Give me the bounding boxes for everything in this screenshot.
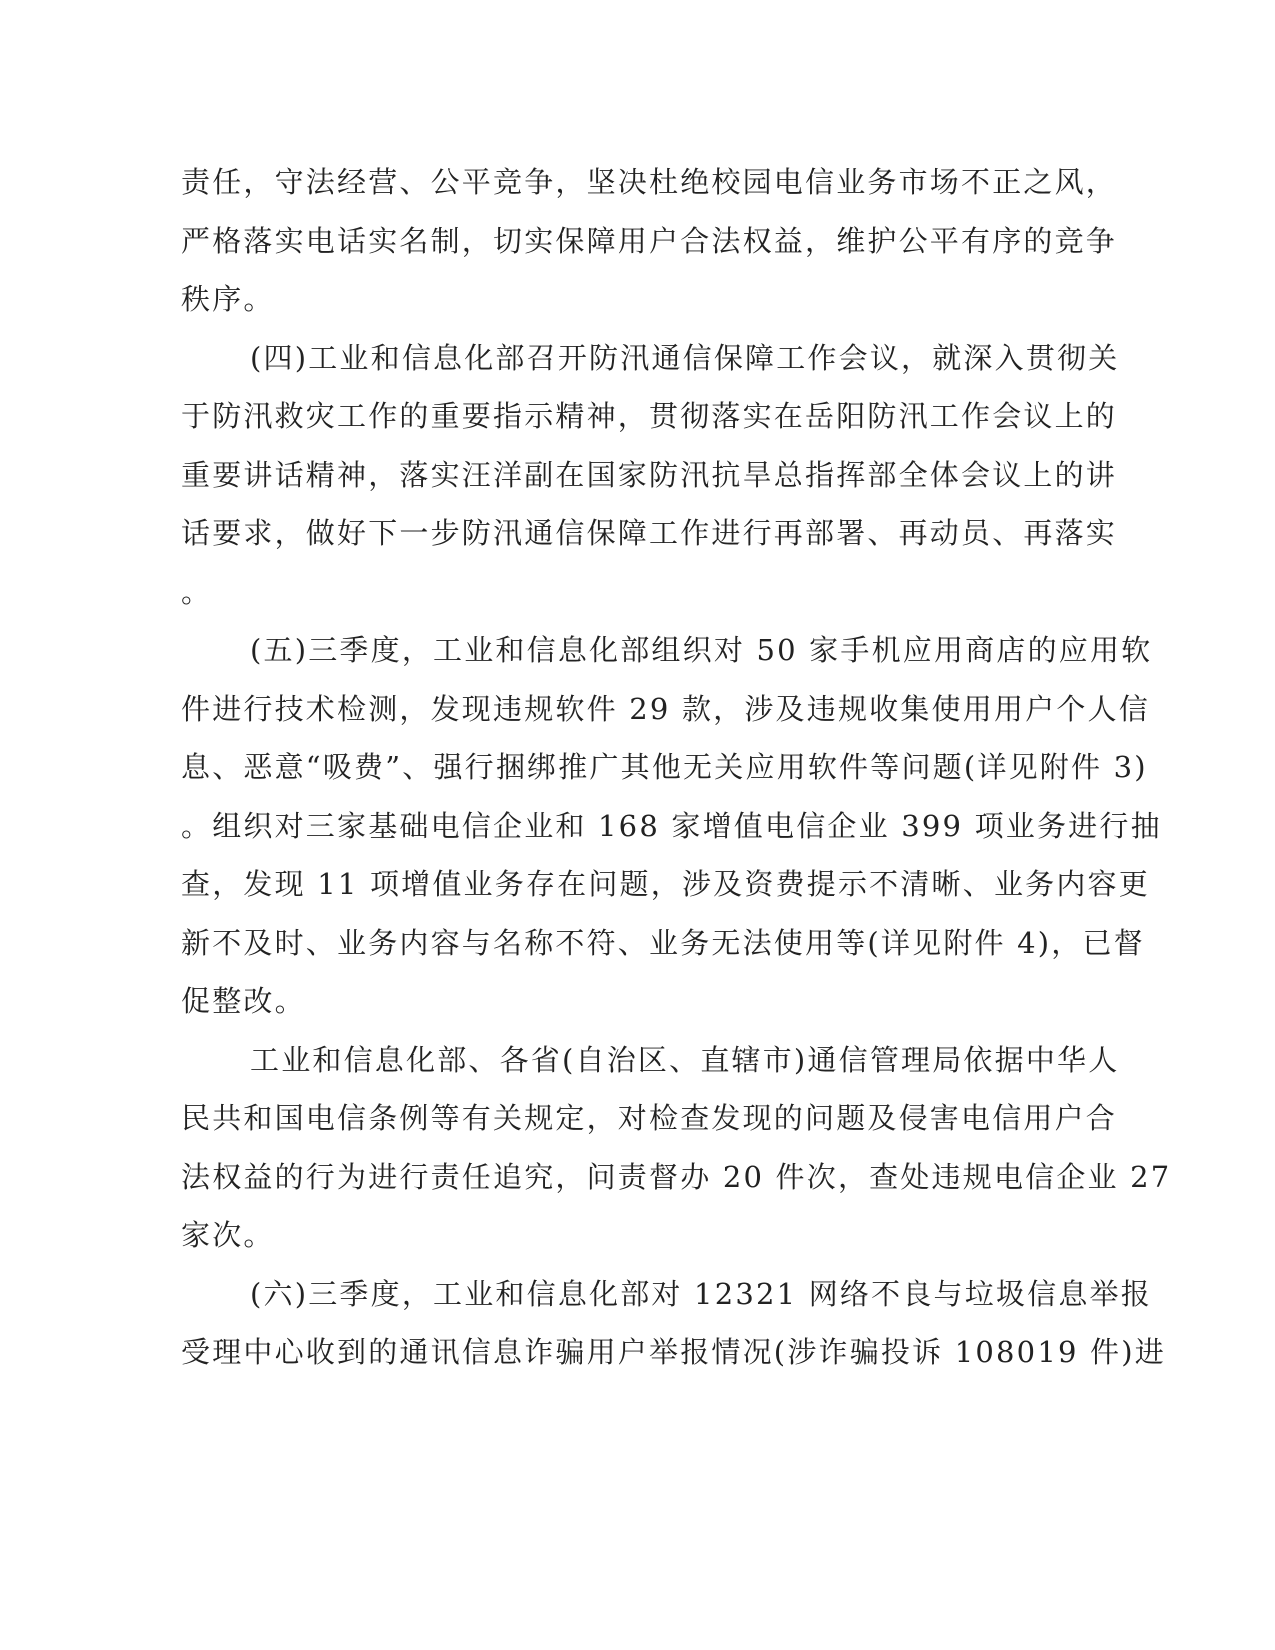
paragraph-line: 查，发现 11 项增值业务存在问题，涉及资费提示不清晰、业务内容更 [181, 867, 1150, 901]
paragraph-line: 重要讲话精神，落实汪洋副在国家防汛抗旱总指挥部全体会议上的讲 [181, 458, 1118, 492]
paragraph-line: (六)三季度，工业和信息化部对 12321 网络不良与垃圾信息举报 [250, 1277, 1152, 1311]
paragraph-line: (四)工业和信息化部召开防汛通信保障工作会议，就深入贯彻关 [250, 341, 1120, 375]
paragraph-line: 工业和信息化部、各省(自治区、直辖市)通信管理局依据中华人 [250, 1043, 1120, 1077]
paragraph-line: 。组织对三家基础电信企业和 168 家增值电信企业 399 项业务进行抽 [181, 809, 1162, 843]
paragraph-line: 秩序。 [181, 282, 275, 316]
paragraph-line: 件进行技术检测，发现违规软件 29 款，涉及违规收集使用用户个人信 [181, 692, 1150, 726]
paragraph-line: 法权益的行为进行责任追究，问责督办 20 件次，查处违规电信企业 27 [181, 1160, 1172, 1194]
paragraph-line: 新不及时、业务内容与名称不符、业务无法使用等(详见附件 4)，已督 [181, 926, 1145, 960]
paragraph-line: 严格落实电话实名制，切实保障用户合法权益，维护公平有序的竞争 [181, 224, 1118, 258]
paragraph-line: 息、恶意“吸费”、强行捆绑推广其他无关应用软件等问题(详见附件 3) [181, 750, 1148, 784]
paragraph-line: 民共和国电信条例等有关规定，对检查发现的问题及侵害电信用户合 [181, 1101, 1118, 1135]
paragraph-line: 于防汛救灾工作的重要指示精神，贯彻落实在岳阳防汛工作会议上的 [181, 399, 1118, 433]
paragraph-line: 责任，守法经营、公平竞争，坚决杜绝校园电信业务市场不正之风， [181, 165, 1118, 199]
paragraph-line: 家次。 [181, 1218, 275, 1252]
paragraph-line: (五)三季度，工业和信息化部组织对 50 家手机应用商店的应用软 [250, 633, 1153, 667]
paragraph-line: 促整改。 [181, 984, 306, 1018]
paragraph-line: 受理中心收到的通讯信息诈骗用户举报情况(涉诈骗投诉 108019 件)进 [181, 1335, 1166, 1369]
paragraph-line: 话要求，做好下一步防汛通信保障工作进行再部署、再动员、再落实 [181, 516, 1118, 550]
paragraph-line: 。 [181, 575, 213, 609]
